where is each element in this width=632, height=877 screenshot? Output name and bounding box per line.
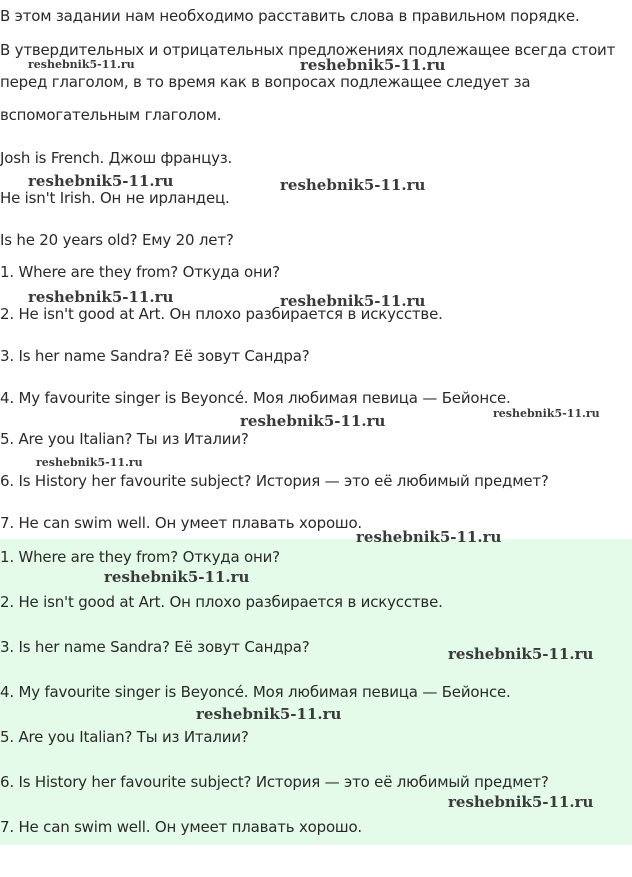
watermark: reshebnik5-11.ru (356, 528, 502, 546)
watermark: reshebnik5-11.ru (28, 58, 135, 71)
intro-line-3: перед глаголом, в то время как в вопросах подлежащее следует за (0, 73, 531, 91)
highlighted-answer-4: 4. My favourite singer is Beyoncé. Моя любимая певица — Бейонсе. (0, 683, 511, 701)
highlighted-answer-2: 2. He isn't good at Art. Он плохо разбирается в искусстве. (0, 593, 443, 611)
highlighted-answer-5: 5. Are you Italian? Ты из Италии? (0, 728, 249, 746)
watermark: reshebnik5-11.ru (300, 56, 446, 74)
highlighted-answer-1: 1. Where are they from? Откуда они? (0, 548, 280, 566)
intro-line-2: В утвердительных и отрицательных предложениях подлежащее всегда стоит (0, 41, 616, 59)
answer-line-4: 4. My favourite singer is Beyoncé. Моя любимая певица — Бейонсе. (0, 389, 511, 407)
example-line-2: He isn't Irish. Он не ирландец. (0, 189, 230, 207)
example-line-3: Is he 20 years old? Ему 20 лет? (0, 231, 234, 249)
watermark: reshebnik5-11.ru (448, 793, 594, 811)
watermark: reshebnik5-11.ru (104, 568, 250, 586)
answer-line-6: 6. Is History her favourite subject? История — это её любимый предмет? (0, 472, 549, 490)
watermark: reshebnik5-11.ru (28, 288, 174, 306)
highlighted-answer-7: 7. He can swim well. Он умеет плавать хорошо. (0, 818, 362, 836)
highlighted-answer-6: 6. Is History her favourite subject? История — это её любимый предмет? (0, 773, 549, 791)
answer-line-2: 2. He isn't good at Art. Он плохо разбирается в искусстве. (0, 305, 443, 323)
watermark: reshebnik5-11.ru (493, 407, 600, 420)
intro-line-4: вспомогательным глаголом. (0, 106, 222, 124)
watermark: reshebnik5-11.ru (28, 172, 174, 190)
intro-line-1: В этом задании нам необходимо расставить слова в правильном порядке. (0, 7, 580, 25)
watermark: reshebnik5-11.ru (280, 292, 426, 310)
answer-line-5: 5. Are you Italian? Ты из Италии? (0, 430, 249, 448)
answer-line-1: 1. Where are they from? Откуда они? (0, 263, 280, 281)
watermark: reshebnik5-11.ru (196, 705, 342, 723)
highlighted-answer-3: 3. Is her name Sandra? Её зовут Сандра? (0, 638, 310, 656)
watermark: reshebnik5-11.ru (280, 176, 426, 194)
example-line-1: Josh is French. Джош француз. (0, 149, 233, 167)
watermark: reshebnik5-11.ru (240, 412, 386, 430)
answer-line-3: 3. Is her name Sandra? Её зовут Сандра? (0, 347, 310, 365)
answer-line-7: 7. He can swim well. Он умеет плавать хорошо. (0, 514, 362, 532)
watermark: reshebnik5-11.ru (448, 645, 594, 663)
watermark: reshebnik5-11.ru (36, 456, 143, 469)
